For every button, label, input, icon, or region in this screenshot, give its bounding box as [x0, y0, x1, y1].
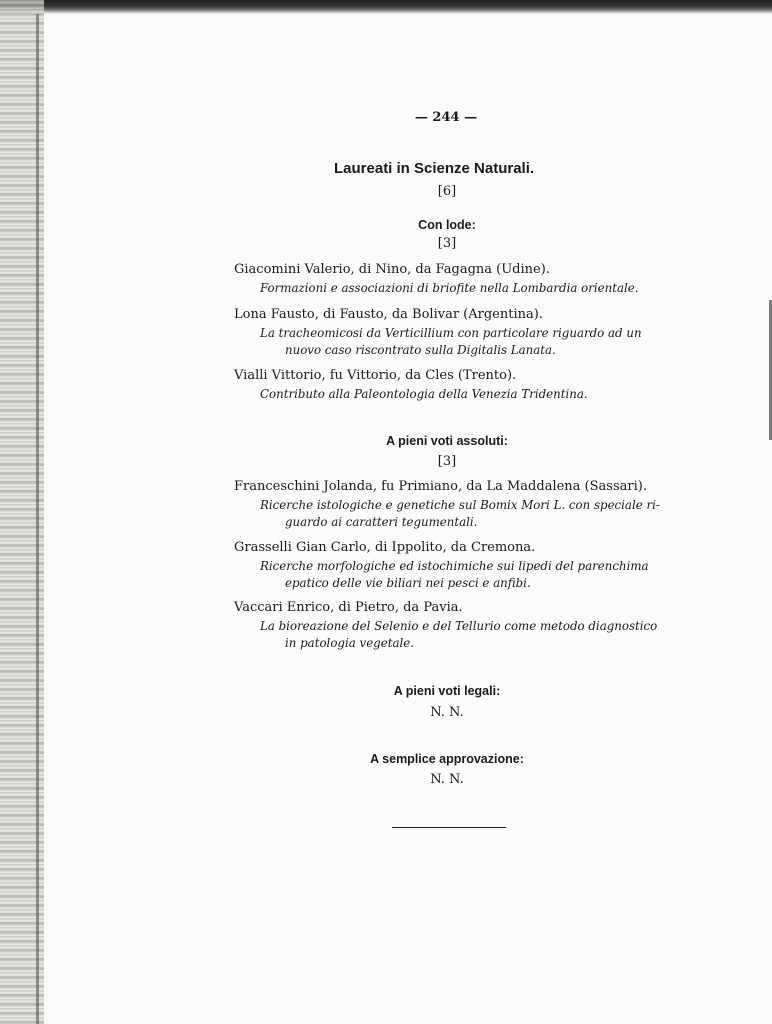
section-count-pieni-voti-legali: N. N. [430, 705, 464, 720]
thesis-line: La tracheomicosi da Verticillium con particolare riguardo ad un [260, 326, 642, 340]
scan-binding-line [36, 14, 39, 1024]
thesis-title [260, 618, 662, 652]
thesis-line: Ricerche morfologiche ed istochimiche sui lipedi del parenchima [260, 559, 649, 573]
thesis-title: Contributo alla Paleontologia della Venezia Tridentina. [260, 387, 588, 401]
page-title: Laureati in Scienze Naturali. [334, 160, 535, 177]
total-count: [6] [437, 184, 457, 199]
thesis-title [260, 558, 662, 592]
scan-top-edge [0, 0, 772, 14]
section-heading-pieni-voti-legali: A pieni voti legali: [393, 684, 501, 698]
graduate-name: Vialli Vittorio, fu Vittorio, da Cles (Trento). [234, 368, 517, 383]
thesis-title [260, 325, 662, 359]
thesis-line: nuovo caso riscontrato sulla Digitalis Lanata. [285, 343, 556, 357]
section-heading-pieni-voti-assoluti: A pieni voti assoluti: [386, 434, 508, 448]
thesis-title: Formazioni e associazioni di briofite nella Lombardia orientale. [260, 281, 639, 295]
section-heading-con-lode: Con lode: [418, 218, 476, 232]
thesis-title [260, 497, 662, 531]
section-heading-semplice-approvazione: A semplice approvazione: [370, 752, 524, 766]
graduate-name: Vaccari Enrico, di Pietro, da Pavia. [234, 600, 463, 615]
thesis-line: epatico delle vie biliari nei pesci e anfibi. [285, 576, 531, 590]
section-count-con-lode: [3] [437, 236, 457, 251]
section-count-pieni-voti-assoluti: [3] [437, 454, 457, 469]
graduate-name: Grasselli Gian Carlo, di Ippolito, da Cremona. [234, 540, 536, 555]
graduate-name: Franceschini Jolanda, fu Primiano, da La Maddalena (Sassari). [234, 479, 647, 494]
thesis-line: Ricerche istologiche e genetiche sul Bomix Mori L. con speciale ri- [260, 498, 660, 512]
section-count-semplice-approvazione: N. N. [430, 772, 464, 787]
thesis-line: La bioreazione del Selenio e del Tellurio come metodo diagnostico [260, 619, 658, 633]
thesis-line: guardo ai caratteri tegumentali. [285, 515, 478, 529]
graduate-name: Lona Fausto, di Fausto, da Bolivar (Argentina). [234, 307, 543, 322]
page-number: — 244 — [414, 110, 478, 125]
graduate-name: Giacomini Valerio, di Nino, da Fagagna (Udine). [234, 262, 550, 277]
thesis-line: in patologia vegetale. [285, 636, 414, 650]
closing-rule [392, 827, 506, 828]
